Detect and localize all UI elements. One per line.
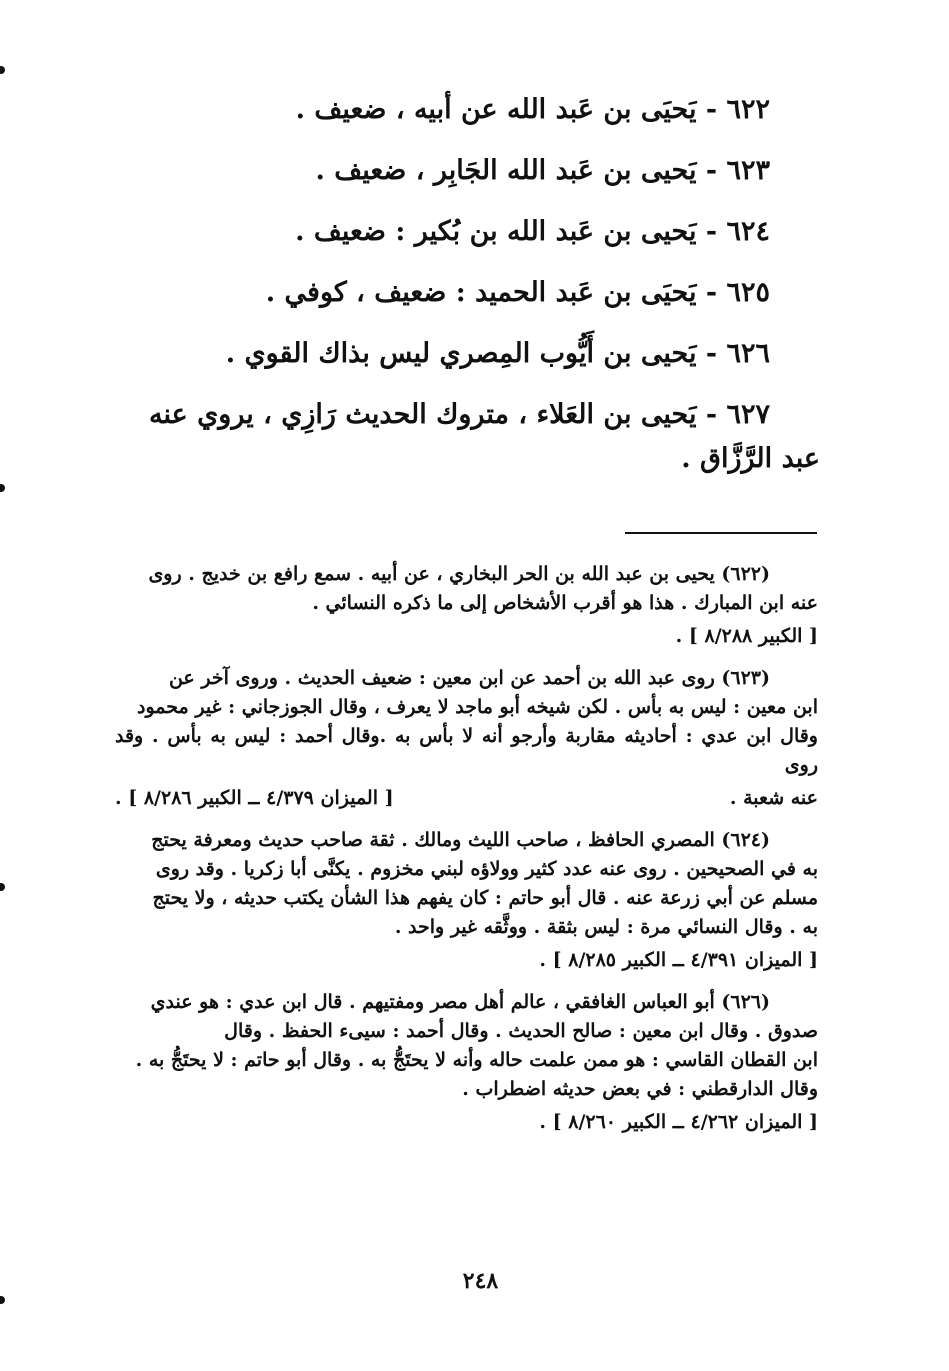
footnote-line: (٦٢٦) أبو العباس الغافقي ، عالم أهل مصر ومفتيهم . قال ابن عدي : هو عندي	[150, 991, 770, 1013]
footnote-line: مسلم عن أبي زرعة عنه . قال أبو حاتم : كان يفهم هذا الشأن يكتب حديثه ، ولا يحتج	[152, 887, 818, 909]
page-number: ٢٤٨	[462, 1268, 499, 1294]
footnote-line: صدوق . وقال ابن معين : صالح الحديث . وقال أحمد : سيىء الحفظ . وقال	[224, 1020, 818, 1042]
footnote-last-line	[115, 784, 818, 813]
footnote-reference: [ الكبير ٨/٢٨٨ ] .	[675, 625, 818, 647]
edge-mark	[0, 66, 5, 74]
entry-627-line1: ٦٢٧ - يَحيى بن العَلاء ، متروك الحديث رَازِي ، يروي عنه	[149, 399, 770, 430]
footnote-line: ابن معين : ليس به بأس . لكن شيخه أبو ماجد لا يعرف ، وقال الجوزجاني : غير محمود	[137, 696, 818, 718]
entry-626: ٦٢٦ - يَحيى بن أَيُّوب المِصري ليس بذاك القوي .	[225, 338, 770, 369]
entry-624: ٦٢٤ - يَحيى بن عَبد الله بن بُكير : ضعيف .	[295, 216, 770, 247]
edge-mark	[0, 883, 5, 891]
footnote-line: عنه شعبة .	[729, 787, 818, 809]
entry-622: ٦٢٢ - يَحيَى بن عَبد الله عن أبيه ، ضعيف .	[295, 94, 770, 125]
entry-625: ٦٢٥ - يَحيَى بن عَبد الحميد : ضعيف ، كوفي .	[265, 277, 770, 308]
footnote-623	[115, 664, 818, 813]
footnote-line: ابن القطان القاسي : هو ممن علمت حاله وأنه لا يحتَجُّ به . وقال أبو حاتم : لا يحتَجُّ به .	[135, 1049, 818, 1071]
footnote-line: وقال الدارقطني : في بعض حديثه اضطراب .	[462, 1078, 818, 1100]
entry-627-line2: عبد الرَّزَّاق .	[681, 443, 820, 474]
footnote-624	[115, 826, 818, 975]
footnote-line: (٦٢٤) المصري الحافظ ، صاحب الليث ومالك . ثقة صاحب حديث ومعرفة يحتج	[151, 829, 770, 851]
footnote-reference: [ الميزان ٤/٣٩١ ــ الكبير ٨/٢٨٥ ] .	[539, 949, 818, 971]
footnote-line: وقال ابن عدي : أحاديثه مقاربة وأرجو أنه لا بأس به .وقال أحمد : ليس به بأس . وقد روى	[115, 725, 818, 776]
footnote-line: به في الصحيحين . روى عنه عدد كثير وولاؤه لبني مخزوم . يكنَّى أبا زكريا . وقد روى	[155, 858, 818, 880]
footnote-line: (٦٢٣) روى عبد الله بن أحمد عن ابن معين : ضعيف الحديث . وروى آخر عن	[168, 667, 770, 689]
footnotes	[115, 560, 818, 1150]
edge-mark	[0, 484, 5, 492]
footnote-line: به . وقال النسائي مرة : ليس بثقة . ووثَّقه غير واحد .	[394, 916, 818, 938]
entries-list	[100, 88, 820, 499]
edge-mark	[0, 1296, 5, 1304]
footnote-line: عنه ابن المبارك . هذا هو أقرب الأشخاص إلى ما ذكره النسائي .	[312, 592, 818, 614]
footnote-reference: [ الميزان ٤/٢٦٢ ــ الكبير ٨/٢٦٠ ] .	[539, 1111, 818, 1133]
footnote-626	[115, 988, 818, 1137]
footnote-622	[115, 560, 818, 651]
entry-627	[100, 393, 820, 481]
footnote-reference: [ الميزان ٤/٣٧٩ ــ الكبير ٨/٢٨٦ ] .	[115, 787, 394, 809]
footnote-line: (٦٢٢) يحيى بن عبد الله بن الحر البخاري ، عن أبيه . سمع رافع بن خديج . روى	[148, 563, 770, 585]
entry-623: ٦٢٣ - يَحيى بن عَبد الله الجَابِر ، ضعيف .	[315, 155, 770, 186]
footnote-separator	[625, 532, 817, 534]
